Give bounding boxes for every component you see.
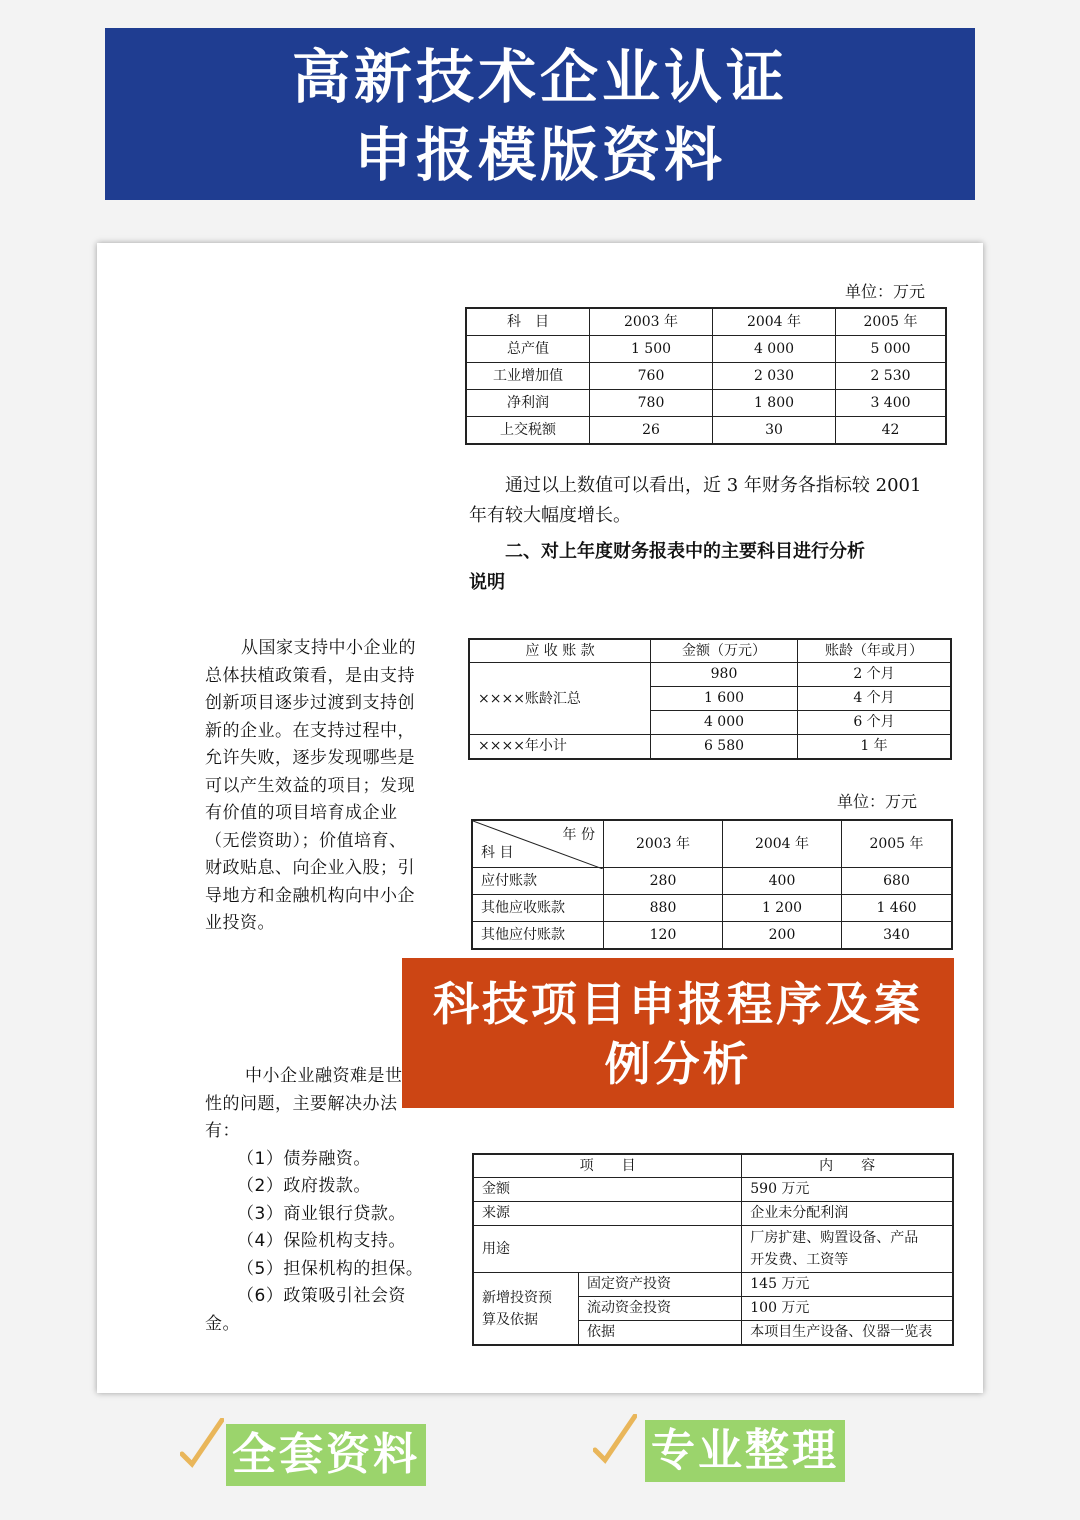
text-line: 允许失败，逐步发现哪些是 xyxy=(205,748,415,768)
table-header-cell: 账龄（年或月） xyxy=(798,639,952,663)
table-row xyxy=(472,868,952,895)
table-cell: 应付账款 xyxy=(472,868,604,895)
table-cell: 1 600 xyxy=(651,687,798,711)
check-icon xyxy=(593,1414,637,1477)
cell-line: 算及依据 xyxy=(482,1311,538,1328)
list-item: （3）商业银行贷款。 xyxy=(237,1203,406,1224)
table-cell: 6 580 xyxy=(651,735,798,760)
list-item: （2）政府拨款。 xyxy=(237,1176,371,1196)
table-cell: 1 200 xyxy=(723,895,842,922)
table-cell: 680 xyxy=(842,868,953,895)
text-line: 业投资。 xyxy=(205,913,275,933)
table-cell: 590 万元 xyxy=(742,1178,953,1202)
table-cell: 400 xyxy=(723,868,842,895)
table-header-cell: 2003 年 xyxy=(590,308,713,336)
table-cell: ××××账龄汇总 xyxy=(469,663,651,735)
table-cell: 企业未分配利润 xyxy=(742,1202,953,1226)
table-header-cell: 金额（万元） xyxy=(651,639,798,663)
table-row xyxy=(473,1226,953,1273)
cell-line: 厂房扩建、购置设备、产品 xyxy=(750,1230,919,1246)
table-cell: ××××年小计 xyxy=(469,735,651,760)
table-header-cell: 2005 年 xyxy=(842,820,953,868)
title-line-2: 申报模版资料 xyxy=(353,121,726,189)
table-cell: 2 个月 xyxy=(798,663,952,687)
diagonal-line xyxy=(473,821,603,869)
table-cell: 5 000 xyxy=(836,336,947,363)
check-icon-svg xyxy=(593,1414,637,1466)
table-header-row xyxy=(466,308,946,336)
table-cell: 145 万元 xyxy=(742,1273,953,1297)
payables-table xyxy=(471,819,953,950)
check-icon xyxy=(180,1418,224,1481)
list-item: （5）担保机构的担保。 xyxy=(237,1258,424,1279)
table-cell: 1 500 xyxy=(590,336,713,363)
table-row xyxy=(473,1178,953,1202)
table-cell: 120 xyxy=(604,922,723,950)
left-text-block-1 xyxy=(205,635,445,938)
table-cell: 2 530 xyxy=(836,363,947,390)
table-cell: 780 xyxy=(590,390,713,417)
unit-label-2: 单位：万元 xyxy=(837,792,918,811)
table-header-cell: 2004 年 xyxy=(713,308,836,336)
text-line: 中小企业融资难是世 xyxy=(245,1066,403,1086)
text-line: 新的企业。在支持过程中， xyxy=(205,720,415,741)
table-header-row xyxy=(472,820,952,868)
text-line: 从国家支持中小企业的 xyxy=(241,638,416,658)
table-cell: 用途 xyxy=(473,1226,742,1273)
table-header-cell: 2003 年 xyxy=(604,820,723,868)
table-cell: 4 000 xyxy=(713,336,836,363)
investment-table xyxy=(472,1153,954,1346)
table-row xyxy=(466,336,946,363)
table-cell: 依据 xyxy=(579,1321,742,1346)
paragraph-line: 通过以上数值可以看出，近 3 年财务各指标较 2001 xyxy=(505,475,922,496)
table-header-cell: 应 收 账 款 xyxy=(469,639,651,663)
table-cell: 6 个月 xyxy=(798,711,952,735)
unit-label-1: 单位：万元 xyxy=(845,282,926,301)
text-line: 可以产生效益的项目；发现 xyxy=(205,775,415,796)
check-icon-svg xyxy=(180,1418,224,1470)
table-cell: 流动资金投资 xyxy=(579,1297,742,1321)
title-line-1: 高新技术企业认证 xyxy=(291,43,788,111)
table-header-row xyxy=(469,639,951,663)
table-cell: 固定资产投资 xyxy=(579,1273,742,1297)
table-cell: 4 个月 xyxy=(798,687,952,711)
table-row xyxy=(472,922,952,950)
table-cell: 880 xyxy=(604,895,723,922)
text-line: （无偿资助）；价值培育、 xyxy=(205,830,407,851)
table-row xyxy=(469,735,951,760)
table-cell: 本项目生产设备、仪器一览表 xyxy=(742,1321,953,1346)
table-cell: 来源 xyxy=(473,1202,742,1226)
table-cell: 1 年 xyxy=(798,735,952,760)
section-heading-cont: 说明 xyxy=(469,572,505,593)
table-cell xyxy=(742,1226,953,1273)
table-cell: 净利润 xyxy=(466,390,590,417)
text-line: 总体扶植政策看，是由支持 xyxy=(205,665,415,686)
document-page xyxy=(97,243,983,1393)
badge-full-set: 全套资料 xyxy=(226,1424,426,1486)
table-header-cell: 项 目 xyxy=(473,1154,742,1178)
text-line: 金。 xyxy=(205,1313,240,1334)
table-cell: 3 400 xyxy=(836,390,947,417)
table-row xyxy=(472,895,952,922)
table-cell: 30 xyxy=(713,417,836,445)
text-line: 有价值的项目培育成企业 xyxy=(205,803,398,823)
table-cell: 42 xyxy=(836,417,947,445)
table-cell: 金额 xyxy=(473,1178,742,1202)
paragraph-line: 年有较大幅度增长。 xyxy=(469,505,631,526)
table-cell: 340 xyxy=(842,922,953,950)
table-cell xyxy=(473,1273,579,1346)
list-item: （1）债券融资。 xyxy=(237,1148,371,1169)
overlay-line-2: 例分析 xyxy=(604,1037,752,1091)
table-header-cell: 2004 年 xyxy=(723,820,842,868)
text-line: 性的问题，主要解决办法 xyxy=(205,1093,398,1114)
table-header-cell: 科 目 xyxy=(466,308,590,336)
table-row xyxy=(466,390,946,417)
table-cell: 总产值 xyxy=(466,336,590,363)
overlay-line-1: 科技项目申报程序及案 xyxy=(433,977,923,1031)
title-banner xyxy=(105,28,975,200)
table-cell: 200 xyxy=(723,922,842,950)
overlay-banner xyxy=(402,958,954,1108)
table-row xyxy=(466,417,946,445)
table-header-row xyxy=(473,1154,953,1178)
table-cell: 工业增加值 xyxy=(466,363,590,390)
table-cell: 其他应收账款 xyxy=(472,895,604,922)
table-cell: 26 xyxy=(590,417,713,445)
text-line: 财政贴息、向企业入股；引 xyxy=(205,858,415,878)
table-cell: 1 800 xyxy=(713,390,836,417)
cell-line: 开发费、工资等 xyxy=(750,1252,849,1268)
badge-professional: 专业整理 xyxy=(645,1420,845,1482)
table-cell: 上交税额 xyxy=(466,417,590,445)
table-cell: 2 030 xyxy=(713,363,836,390)
receivables-table xyxy=(468,638,952,760)
table-cell: 1 460 xyxy=(842,895,953,922)
table-header-cell: 2005 年 xyxy=(836,308,947,336)
table-row xyxy=(469,663,951,687)
corner-bottom-label: 科 目 xyxy=(481,845,514,861)
financial-summary-table xyxy=(465,307,947,445)
section-heading: 二、对上年度财务报表中的主要科目进行分析 xyxy=(505,541,865,562)
table-header-cell: 内 容 xyxy=(742,1154,953,1178)
cell-line: 新增投资预 xyxy=(482,1289,552,1306)
table-cell: 其他应付账款 xyxy=(472,922,604,950)
list-item: （4）保险机构支持。 xyxy=(237,1231,406,1251)
table-cell: 760 xyxy=(590,363,713,390)
table-row xyxy=(466,363,946,390)
table-cell: 4 000 xyxy=(651,711,798,735)
text-line: 导地方和金融机构向中小企 xyxy=(205,885,415,906)
corner-top-label: 年 份 xyxy=(562,827,595,843)
table-row xyxy=(473,1202,953,1226)
text-line: 有： xyxy=(205,1121,240,1141)
table-row xyxy=(473,1273,953,1297)
table-cell: 280 xyxy=(604,868,723,895)
diagonal-header-cell xyxy=(472,820,604,868)
text-line: 创新项目逐步过渡到支持创 xyxy=(205,693,415,713)
list-item: （6）政策吸引社会资 xyxy=(237,1286,406,1306)
table-cell: 100 万元 xyxy=(742,1297,953,1321)
table-cell: 980 xyxy=(651,663,798,687)
